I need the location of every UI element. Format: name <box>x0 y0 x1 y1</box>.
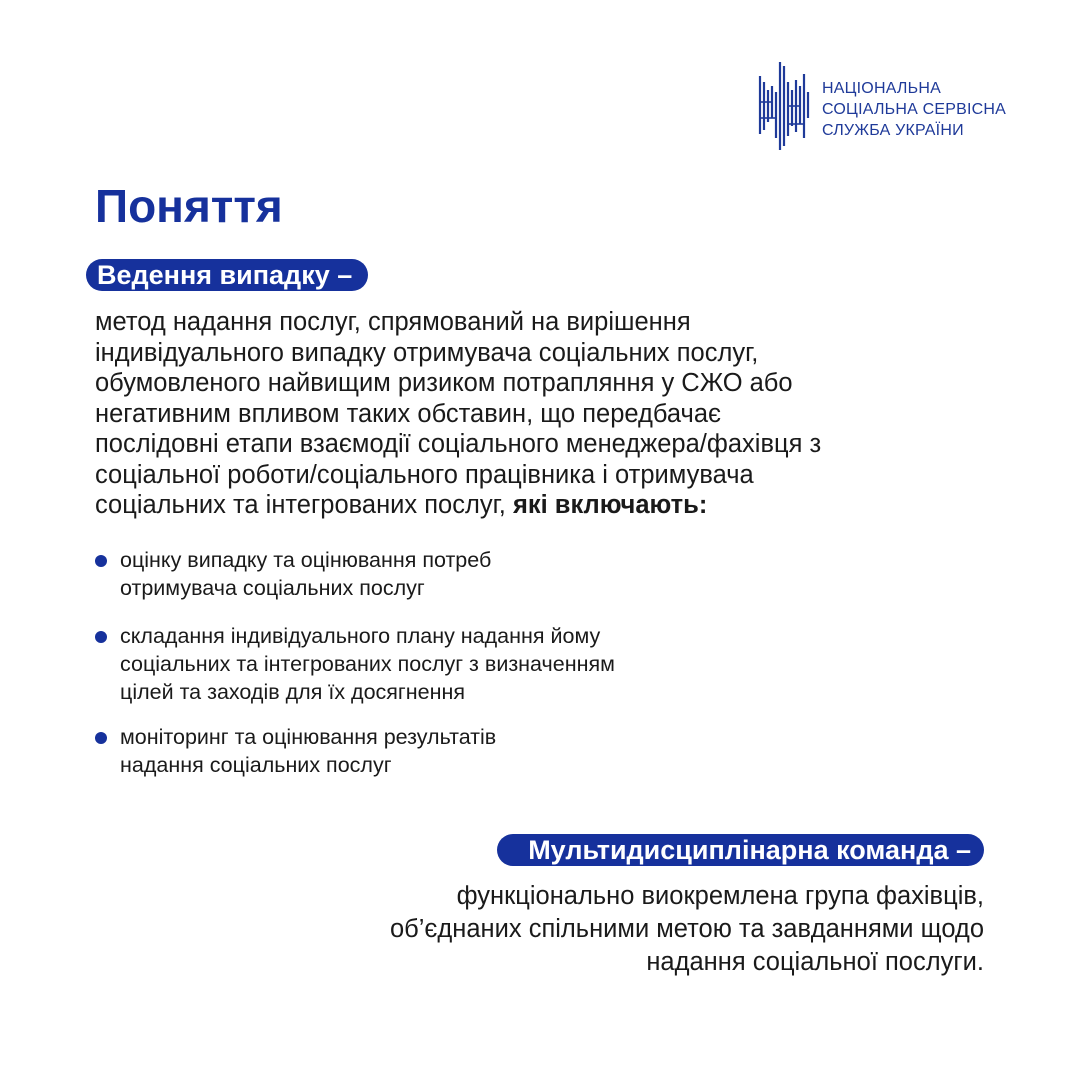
bullet-line: складання індивідуального плану надання йому <box>120 624 601 648</box>
team-definition-line: функціонально виокремлена група фахівців, <box>456 882 984 910</box>
bullet-line: отримувача соціальних послуг <box>120 576 425 600</box>
bullet-dot-icon <box>95 732 107 744</box>
bullet-dot-icon <box>95 631 107 643</box>
bullet-dot-icon <box>95 555 107 567</box>
definition-line: індивідуального випадку отримувача соціальних послуг, <box>95 338 759 367</box>
definition-line: обумовленого найвищим ризиком потрапляння у СЖО або <box>95 369 793 397</box>
logo-text <box>822 78 1006 141</box>
term-case-management-label: Ведення випадку – <box>86 259 368 291</box>
definition-line: негативним впливом таких обставин, що передбачає <box>95 399 722 428</box>
bullet-line: надання соціальних послуг <box>120 753 392 777</box>
bullet-line: соціальних та інтегрованих послуг з визначенням <box>120 652 615 676</box>
bullet-line: оцінку випадку та оцінювання потреб <box>120 548 492 572</box>
bullet-line: цілей та заходів для їх досягнення <box>120 680 465 704</box>
definition-line: метод надання послуг, спрямований на вирішення <box>95 308 691 336</box>
definition-bold-tail: які включають: <box>512 491 708 519</box>
logo <box>758 62 1006 152</box>
logo-line-1: НАЦІОНАЛЬНА <box>822 80 941 97</box>
logo-mark-icon <box>758 62 814 152</box>
bullet-list <box>95 546 615 779</box>
team-definition-line: надання соціальної послуги. <box>646 948 984 976</box>
bullet-line: моніторинг та оцінювання результатів <box>120 725 497 749</box>
term-case-management-definition <box>95 307 995 521</box>
definition-line-last <box>95 490 995 521</box>
definition-line: послідовні етапи взаємодії соціального менеджера/фахівця з <box>95 430 822 458</box>
bullet-item <box>95 723 615 779</box>
page-title: Поняття <box>95 180 283 232</box>
team-definition-line: об’єднаних спільними метою та завданнями щодо <box>389 915 984 943</box>
logo-line-2: СОЦІАЛЬНА СЕРВІСНА <box>822 101 1007 118</box>
definition-line-text: соціальних та інтегрованих послуг, <box>95 491 506 519</box>
logo-line-3: СЛУЖБА УКРАЇНИ <box>822 122 964 139</box>
term-multidisciplinary-team-definition <box>264 880 984 979</box>
bullet-item <box>95 622 615 706</box>
definition-line: соціальної роботи/соціального працівника і отримувача <box>95 460 754 489</box>
term-multidisciplinary-team-label: Мультидисциплінарна команда – <box>497 834 984 866</box>
bullet-item <box>95 546 615 602</box>
